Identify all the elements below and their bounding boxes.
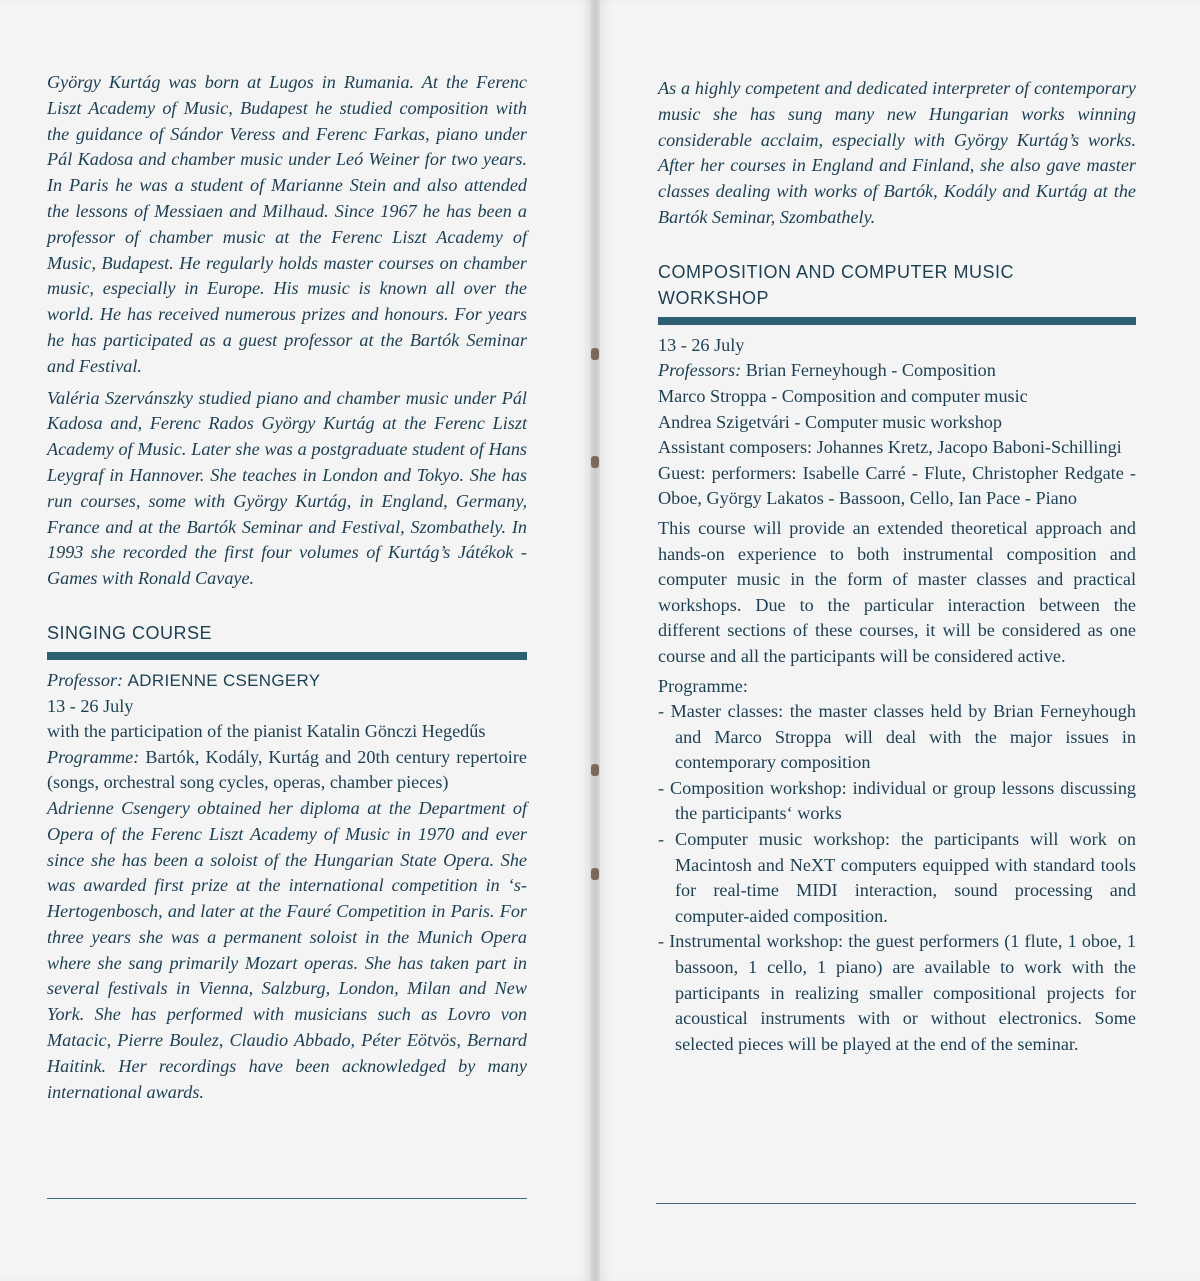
programme-label: Programme: [47,746,140,767]
professor-name: ADRIENNE CSENGERY [127,670,321,690]
section-rule [47,652,527,660]
professor-ferneyhough: Brian Ferneyhough - Composition [745,360,996,381]
bottom-rule [47,1198,527,1199]
kurtag-biography: György Kurtág was born at Lugos in Rumania. At the Ferenc Liszt Academy of Music, Budapest he studied composition with the guidance of Sándor Veress and Ferenc Farkas, piano under Pál Kadosa and chamber music under Leó Weiner for two years. In Paris he was a student of Marianne Stein and also attended the lessons of Messiaen and Milhaud. Since 1967 he has been a professor of chamber music at the Ferenc Liszt Academy of Music, Budapest. He regularly holds master courses on chamber music, especially in Europe. His music is known all over the world. He has received numerous prizes and honours. For years he has participated as a guest professor at the Bartók Seminar and Festival. [47,72,527,376]
course-dates: 13 - 26 July [658,334,745,355]
programme-item-instrumental-workshop: - Instrumental workshop: the guest performers (1 flute, 1 oboe, 1 bassoon, 1 cello, 1 piano) are available to work with the participants in realizing smaller compositional projects for acoustical instruments with or without electronics. Some selected pieces will be played at the end of the seminar. [658,931,1136,1054]
left-page [0,0,592,1281]
professor-line [47,668,527,694]
assistant-composers: Assistant composers: Johannes Kretz, Jacopo Baboni-Schillingi [658,437,1122,458]
programme-item-master-classes: - Master classes: the master classes held by Brian Ferneyhough and Marco Stroppa will deal with the major issues in contemporary composition [658,701,1136,773]
szervanszky-biography: Valéria Szervánszky studied piano and chamber music under Pál Kadosa and, Ferenc Rados György Kurtág at the Ferenc Liszt Academy of Music. Later she was a postgraduate student of Hans Leygraf in Hannover. She teaches in London and Tokyo. She has run courses, some with György Kurtág, in England, Germany, France and at the Bartók Seminar and Festival, Szombathely. In 1993 she recorded the first four volumes of Kurtág’s Játékok - Games with Ronald Cavaye. [47,387,527,589]
programme-label: Programme: [658,675,748,696]
professors-line [658,358,1136,384]
participation-note: with the participation of the pianist Katalin Gönczi Hegedűs [47,721,486,742]
guest-performers: Guest: performers: Isabelle Carré - Flute, Christopher Redgate - Oboe, György Lakatos - Bassoon, Cello, Ian Pace - Piano [658,462,1136,509]
composition-heading-line2: WORKSHOP [658,287,770,308]
left-column [47,70,527,1111]
course-description: This course will provide an extended theoretical approach and hands-on experience to both instrumental composition and computer music in the form of master classes and practical workshops. Due to the particular interaction between the different sections of these courses, it will be considered as one course and all the participants will be considered active. [658,517,1136,666]
professor-szigetvari: Andrea Szigetvári - Computer music workshop [658,411,1002,432]
singing-course-heading: SINGING COURSE [47,622,213,643]
staple [591,764,599,776]
professor-label: Professor: [47,669,124,690]
csengery-biography: Adrienne Csengery obtained her diploma at the Department of Opera of the Ferenc Liszt Academy of Music in 1970 and ever since she has been a soloist of the Hungarian State Opera. She was awarded first prize at the international competition in ‘s-Hertogenbosch, and later at the Fauré Competition in Paris. For three years she was a permanent soloist in the Munich Opera where she sang primarily Mozart operas. She has taken part in several festivals in Vienna, Salzburg, London, Milan and New York. She has performed with musicians such as Lovro von Matacic, Pierre Boulez, Claudio Abbado, Péter Eötvös, Bernard Haitink. Her recordings have been acknowledged by many international awards. [47,797,527,1102]
bottom-rule [656,1203,1136,1204]
professor-stroppa: Marco Stroppa - Composition and computer music [658,385,1028,406]
programme-list [658,699,1136,1057]
csengery-interpreter-text: As a highly competent and dedicated interpreter of contemporary music she has sung many new Hungarian works winning considerable acclaim, especially with György Kurtág’s works. After her courses in England and Finland, she also gave master classes dealing with works of Bartók, Kodály and Kurtág at the Bartók Seminar, Szombathely. [658,78,1136,227]
staple [591,456,599,468]
programme-text: Bartók, Kodály, Kurtág and 20th century repertoire (songs, orchestral song cycles, operas, chamber pieces) [47,746,527,793]
staple [591,868,599,880]
right-column [658,76,1136,1057]
programme-item-composition-workshop: - Composition workshop: individual or group lessons discussing the participants‘ works [658,777,1136,824]
staple [591,348,599,360]
programme-item-computer-music-workshop: - Computer music workshop: the participants will work on Macintosh and NeXT computers equipped with standard tools for real-time MIDI interaction, sound processing and computer-aided composition. [658,829,1136,926]
section-rule [658,317,1136,325]
professors-label: Professors: [658,360,742,381]
composition-heading-line1: COMPOSITION AND COMPUTER MUSIC [658,261,1015,282]
programme-line [47,745,527,796]
course-dates: 13 - 26 July [47,695,134,716]
